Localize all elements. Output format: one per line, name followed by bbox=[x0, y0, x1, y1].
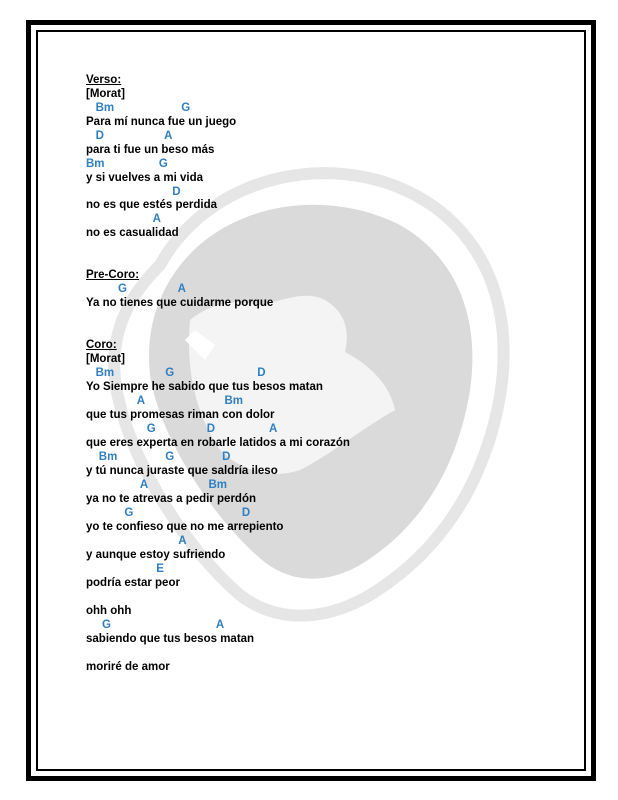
lyric-line: Ya no tienes que cuidarme porque bbox=[86, 297, 274, 309]
lyric-line: Para mí nunca fue un juego bbox=[86, 116, 237, 128]
lyric-line: que eres experta en robarle latidos a mi corazón bbox=[86, 437, 350, 449]
lyric-line: ohh ohh bbox=[86, 605, 132, 617]
chord-line: G A bbox=[86, 283, 186, 295]
lyric-line: sabiendo que tus besos matan bbox=[86, 633, 255, 645]
lyric-line: podría estar peor bbox=[86, 577, 180, 589]
section-heading: Verso: bbox=[86, 74, 122, 86]
lyric-line: y aunque estoy sufriendo bbox=[86, 549, 226, 561]
lyric-line: que tus promesas riman con dolor bbox=[86, 409, 275, 421]
chord-line: E bbox=[86, 563, 164, 575]
artist-label: [Morat] bbox=[86, 353, 125, 365]
chord-line: D A bbox=[86, 130, 173, 142]
chord-line: G D A bbox=[86, 423, 278, 435]
chord-line: Bm G D bbox=[86, 451, 231, 463]
lyric-line: no es que estés perdida bbox=[86, 199, 218, 211]
chord-line: A bbox=[86, 213, 161, 225]
artist-label: [Morat] bbox=[86, 88, 125, 100]
lyric-line: yo te confieso que no me arrepiento bbox=[86, 521, 284, 533]
lyric-line: para ti fue un beso más bbox=[86, 144, 215, 156]
lyric-line: ya no te atrevas a pedir perdón bbox=[86, 493, 257, 505]
lyric-line: y tú nunca juraste que saldría ileso bbox=[86, 465, 278, 477]
lyric-line: no es casualidad bbox=[86, 227, 179, 239]
chord-line: Bm G bbox=[86, 102, 191, 114]
section-heading: Pre-Coro: bbox=[86, 269, 140, 281]
chord-line: A Bm bbox=[86, 479, 228, 491]
chord-line: Bm G D bbox=[86, 367, 266, 379]
chord-line: A Bm bbox=[86, 395, 243, 407]
chord-line: Bm G bbox=[86, 158, 168, 170]
lyric-line: moriré de amor bbox=[86, 661, 170, 673]
lyric-line: Yo Siempre he sabido que tus besos matan bbox=[86, 381, 323, 393]
chord-line: A bbox=[86, 535, 187, 547]
section-heading: Coro: bbox=[86, 339, 117, 351]
chord-line: G A bbox=[86, 619, 225, 631]
chord-line: D bbox=[86, 186, 181, 198]
lyric-line: y si vuelves a mi vida bbox=[86, 172, 203, 184]
chord-line: G D bbox=[86, 507, 251, 519]
